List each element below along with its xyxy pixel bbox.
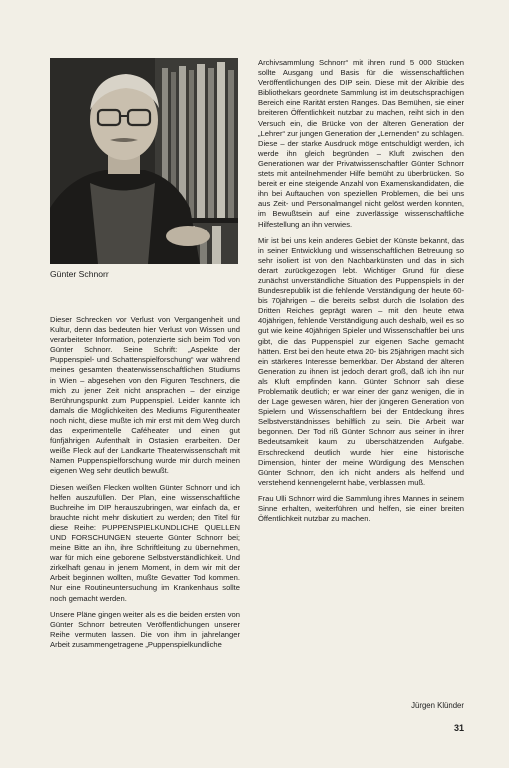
paragraph: Dieser Schrecken vor Verlust von Vergangenheit und Kultur, denn das bedeuten hier Verlust von Wissen und verarbeiteter Information, potenzierte sich beim Tod von Günter Schnorr. Seine Schrift: „Aspekte der Puppenspiel- und Schattenspielforschung“ war während meines gesamten theaterwissenschaftlichen Studiums in Wien – abgesehen von den Figuren Teschners, die mich zu jener Zeit nicht ansprachen – der einzige Berührungspunkt zum Puppenspiel. Leider kannte ich damals die Möglichkeiten des Mediums Figurentheater noch nicht, diese mußte ich mir erst mit dem Weg durch das experimentelle Caféheater und einen gut fünfjährigen Aufenthalt in Ostasien erarbeiten. Der weiße Fleck auf der Landkarte Theaterwissenschaft mit Namen Puppenspielforschung wurde mir durch meinen eigenen Weg sehr deutlich bewußt. [50, 315, 240, 476]
right-column [258, 58, 464, 530]
author-signature: Jürgen Klünder [411, 701, 464, 710]
portrait-image [50, 58, 238, 264]
paragraph: Frau Ulli Schnorr wird die Sammlung ihres Mannes in seinem Sinne erhalten, weiterführen und helfen, sie einer breiten Öffentlichkeit nutzbar zu machen. [258, 493, 464, 524]
paragraph: Mir ist bei uns kein anderes Gebiet der Künste bekannt, das in seiner Entwicklung und wissenschaftlichen Betreuung so sehr isoliert ist von den Nachbarkünsten und das in sich derart zurückgezogen lebt. Wichtiger Grund für diese zunächst unverständliche Situation des Puppenspiels in der Bundesrepublik ist die fehlende Verständigung der heute 60- bis 70jährigen – die bereits selbst durch die Isolation des Dritten Reiches geprägt waren – mit den heute etwa 40jährigen, fehlende Verständigung auch deshalb, weil es so gut wie keine 40jährigen Spieler und Wissenschaftler bei uns gibt, die das Puppenspiel zur eigenen Sache gemacht hätten. Erst bei den heute etwa 20- bis 25jährigen macht sich ein stärkeres Interesse bemerkbar. Der Abstand der älteren Generation zu ihnen ist jedoch derart groß, daß ich ihn nur als Kluft empfinden kann. Günter Schnorr sah diese Problematik deutlich; er war einer der ganz wenigen, die in der Lage gewesen wären, hier der jüngeren Generation von Spielern und Wissenschaftlern bei der Entdeckung ihres Selbstverständnisses behilflich zu sein. Die Arbeit war begonnen. Der Tod riß Günter Schnorr aus seiner in ihrer Bedeutsamkeit kaum zu überschätzenden Aufgabe. Erschreckend deutlich wurde hier eine historische Dimension, hinter der meine Würdigung des Menschen Günter Schnorr, den ich nicht anders als helfend und verstehend kennengelernt habe, verblassen muß. [258, 235, 464, 487]
photo-caption: Günter Schnorr [50, 269, 109, 279]
paragraph: Archivsammlung Schnorr“ mit ihren rund 5 000 Stücken sollte Ausgang und Basis für die wissenschaftlichen Veröffentlichungen des DIP sein. Diese mit der Akribie des Bibliothekars geordnete Sammlung ist im deutschsprachigen Bereich eine Rarität ersten Ranges. Das Bemühen, sie einer breiteren Öffentlichkeit nutzbar zu machen, reiht sich in den Versuch ein, die Brücke von der älteren Generation der „Lehrer“ zur jungen Generation der „Lernenden“ zu schlagen. Diese – der starke Ausdruck möge entschuldigt werden, ich werde ihn gleich begründen – Kluft zwischen den Generationen war der Privatwissenschaftler Günter Schnorr stets mit anteilnehmender Hilfe bemüht zu überbrücken. So bereit er eine steigende Anzahl von Examenskandidaten, die ihn bei Auftauchen von speziellen Problemen, die bei uns aus Zeit- und Personalmangel nicht gelöst werden konnten, im Bewußtsein auf eine zuverlässige wissenschaftliche Hilfestellung an ihn verwies. [258, 58, 464, 229]
paragraph: Unsere Pläne gingen weiter als es die beiden ersten von Günter Schnorr betreuten Veröffentlichungen unserer Reihe vermuten lassen. Die von ihm in jahrelanger Arbeit zusammengetragene „Puppenspielkundliche [50, 609, 240, 649]
left-column [50, 315, 240, 656]
portrait-photo [50, 58, 238, 264]
paragraph: Diesen weißen Flecken wollten Günter Schnorr und ich helfen auszufüllen. Der Plan, eine wissenschaftliche Buchreihe im DIP herauszubringen, war einfach da, er brauchte nicht mehr diskutiert zu werden; den Titel für diese Reihe: PUPPENSPIELKUNDLICHE QUELLEN UND FORSCHUNGEN steuerte Günter Schnorr bei; meine Bitte an ihn, ihre Schriftleitung zu übernehmen, war für mich eine geborene Selbstverständlichkeit. Und zirkelhaft genau in jenem Moment, in dem wir mit der Arbeit beginnen wollten, mußte Gevatter Tod kommen. Nur eine Routineuntersuchung im Krankenhaus sollte noch gemacht werden. [50, 482, 240, 603]
page-number: 31 [453, 723, 464, 733]
